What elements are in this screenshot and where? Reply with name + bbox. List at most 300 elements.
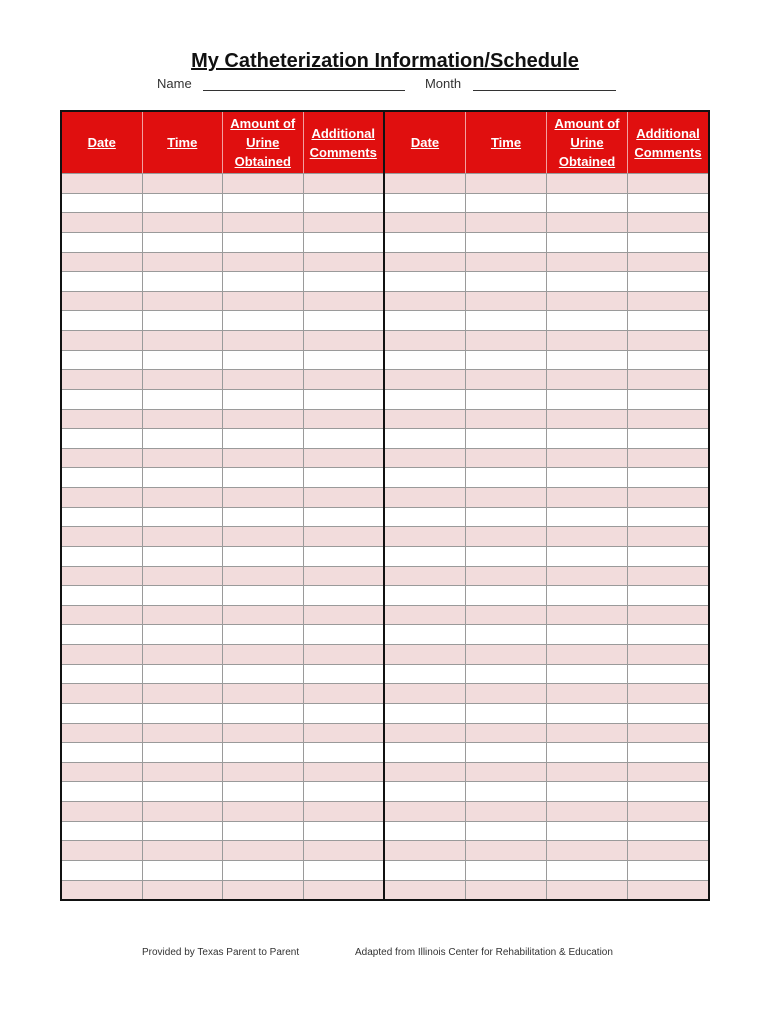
date-cell[interactable] bbox=[385, 331, 466, 350]
time-cell[interactable] bbox=[143, 881, 224, 900]
date-cell[interactable] bbox=[62, 645, 143, 664]
comments-cell[interactable] bbox=[628, 527, 708, 546]
date-cell[interactable] bbox=[385, 881, 466, 900]
time-cell[interactable] bbox=[466, 253, 547, 272]
date-cell[interactable] bbox=[62, 233, 143, 252]
date-cell[interactable] bbox=[385, 370, 466, 389]
time-cell[interactable] bbox=[143, 253, 224, 272]
time-cell[interactable] bbox=[143, 527, 224, 546]
time-cell[interactable] bbox=[466, 233, 547, 252]
amount-cell[interactable] bbox=[547, 272, 628, 291]
date-cell[interactable] bbox=[385, 351, 466, 370]
amount-cell[interactable] bbox=[547, 213, 628, 232]
date-cell[interactable] bbox=[62, 567, 143, 586]
comments-cell[interactable] bbox=[304, 508, 384, 527]
time-cell[interactable] bbox=[466, 841, 547, 860]
time-cell[interactable] bbox=[466, 625, 547, 644]
amount-cell[interactable] bbox=[547, 645, 628, 664]
time-cell[interactable] bbox=[466, 763, 547, 782]
date-cell[interactable] bbox=[385, 684, 466, 703]
date-cell[interactable] bbox=[385, 390, 466, 409]
time-cell[interactable] bbox=[466, 606, 547, 625]
date-cell[interactable] bbox=[385, 645, 466, 664]
amount-cell[interactable] bbox=[223, 508, 304, 527]
time-cell[interactable] bbox=[143, 782, 224, 801]
date-cell[interactable] bbox=[62, 861, 143, 880]
time-cell[interactable] bbox=[143, 665, 224, 684]
amount-cell[interactable] bbox=[547, 311, 628, 330]
time-cell[interactable] bbox=[143, 174, 224, 193]
amount-cell[interactable] bbox=[223, 645, 304, 664]
time-cell[interactable] bbox=[466, 881, 547, 900]
time-cell[interactable] bbox=[143, 449, 224, 468]
date-cell[interactable] bbox=[385, 410, 466, 429]
date-cell[interactable] bbox=[385, 253, 466, 272]
date-cell[interactable] bbox=[385, 841, 466, 860]
time-cell[interactable] bbox=[466, 292, 547, 311]
comments-cell[interactable] bbox=[628, 508, 708, 527]
time-cell[interactable] bbox=[466, 665, 547, 684]
time-cell[interactable] bbox=[143, 488, 224, 507]
date-cell[interactable] bbox=[385, 449, 466, 468]
amount-cell[interactable] bbox=[223, 763, 304, 782]
month-field[interactable] bbox=[473, 78, 616, 91]
date-cell[interactable] bbox=[385, 822, 466, 841]
comments-cell[interactable] bbox=[628, 606, 708, 625]
comments-cell[interactable] bbox=[628, 253, 708, 272]
time-cell[interactable] bbox=[143, 724, 224, 743]
comments-cell[interactable] bbox=[628, 822, 708, 841]
date-cell[interactable] bbox=[62, 410, 143, 429]
amount-cell[interactable] bbox=[547, 822, 628, 841]
amount-cell[interactable] bbox=[547, 429, 628, 448]
amount-cell[interactable] bbox=[547, 743, 628, 762]
comments-cell[interactable] bbox=[304, 743, 384, 762]
comments-cell[interactable] bbox=[628, 802, 708, 821]
amount-cell[interactable] bbox=[223, 782, 304, 801]
comments-cell[interactable] bbox=[628, 841, 708, 860]
comments-cell[interactable] bbox=[304, 449, 384, 468]
time-cell[interactable] bbox=[143, 292, 224, 311]
time-cell[interactable] bbox=[143, 547, 224, 566]
time-cell[interactable] bbox=[466, 704, 547, 723]
comments-cell[interactable] bbox=[628, 311, 708, 330]
date-cell[interactable] bbox=[62, 665, 143, 684]
date-cell[interactable] bbox=[385, 311, 466, 330]
date-cell[interactable] bbox=[385, 174, 466, 193]
date-cell[interactable] bbox=[62, 724, 143, 743]
comments-cell[interactable] bbox=[304, 429, 384, 448]
table-row bbox=[385, 762, 708, 782]
comments-cell[interactable] bbox=[304, 645, 384, 664]
amount-cell[interactable] bbox=[223, 586, 304, 605]
time-cell[interactable] bbox=[466, 567, 547, 586]
comments-cell[interactable] bbox=[304, 802, 384, 821]
time-cell[interactable] bbox=[143, 429, 224, 448]
time-cell[interactable] bbox=[466, 390, 547, 409]
comments-cell[interactable] bbox=[628, 743, 708, 762]
comments-cell[interactable] bbox=[628, 370, 708, 389]
date-cell[interactable] bbox=[62, 390, 143, 409]
date-cell[interactable] bbox=[385, 724, 466, 743]
date-cell[interactable] bbox=[62, 253, 143, 272]
time-cell[interactable] bbox=[143, 410, 224, 429]
time-cell[interactable] bbox=[143, 704, 224, 723]
comments-cell[interactable] bbox=[628, 724, 708, 743]
amount-cell[interactable] bbox=[223, 665, 304, 684]
comments-cell[interactable] bbox=[304, 665, 384, 684]
date-cell[interactable] bbox=[62, 606, 143, 625]
time-cell[interactable] bbox=[466, 743, 547, 762]
time-cell[interactable] bbox=[466, 508, 547, 527]
comments-cell[interactable] bbox=[304, 822, 384, 841]
comments-cell[interactable] bbox=[628, 488, 708, 507]
date-cell[interactable] bbox=[385, 527, 466, 546]
comments-cell[interactable] bbox=[304, 311, 384, 330]
date-cell[interactable] bbox=[385, 233, 466, 252]
amount-cell[interactable] bbox=[223, 567, 304, 586]
time-cell[interactable] bbox=[466, 861, 547, 880]
amount-cell[interactable] bbox=[223, 704, 304, 723]
date-cell[interactable] bbox=[385, 429, 466, 448]
comments-cell[interactable] bbox=[304, 213, 384, 232]
date-cell[interactable] bbox=[62, 802, 143, 821]
comments-cell[interactable] bbox=[304, 174, 384, 193]
amount-cell[interactable] bbox=[547, 547, 628, 566]
time-cell[interactable] bbox=[143, 331, 224, 350]
comments-cell[interactable] bbox=[628, 547, 708, 566]
comments-cell[interactable] bbox=[628, 586, 708, 605]
date-cell[interactable] bbox=[385, 508, 466, 527]
amount-cell[interactable] bbox=[223, 292, 304, 311]
date-cell[interactable] bbox=[62, 704, 143, 723]
amount-cell[interactable] bbox=[223, 390, 304, 409]
comments-cell[interactable] bbox=[628, 704, 708, 723]
amount-cell[interactable] bbox=[547, 704, 628, 723]
amount-cell[interactable] bbox=[547, 390, 628, 409]
comments-cell[interactable] bbox=[628, 174, 708, 193]
comments-cell[interactable] bbox=[628, 645, 708, 664]
time-cell[interactable] bbox=[143, 802, 224, 821]
amount-cell[interactable] bbox=[547, 567, 628, 586]
time-cell[interactable] bbox=[143, 311, 224, 330]
date-cell[interactable] bbox=[62, 213, 143, 232]
time-cell[interactable] bbox=[143, 213, 224, 232]
comments-cell[interactable] bbox=[628, 410, 708, 429]
time-cell[interactable] bbox=[143, 743, 224, 762]
amount-cell[interactable] bbox=[223, 488, 304, 507]
amount-cell[interactable] bbox=[547, 292, 628, 311]
comments-cell[interactable] bbox=[304, 841, 384, 860]
comments-cell[interactable] bbox=[628, 665, 708, 684]
comments-cell[interactable] bbox=[304, 704, 384, 723]
date-cell[interactable] bbox=[62, 488, 143, 507]
date-cell[interactable] bbox=[62, 684, 143, 703]
amount-cell[interactable] bbox=[223, 861, 304, 880]
date-cell[interactable] bbox=[62, 586, 143, 605]
amount-cell[interactable] bbox=[223, 468, 304, 487]
time-cell[interactable] bbox=[466, 410, 547, 429]
comments-cell[interactable] bbox=[628, 881, 708, 900]
amount-cell[interactable] bbox=[223, 743, 304, 762]
time-cell[interactable] bbox=[143, 625, 224, 644]
amount-cell[interactable] bbox=[547, 881, 628, 900]
date-cell[interactable] bbox=[385, 547, 466, 566]
comments-cell[interactable] bbox=[304, 253, 384, 272]
comments-cell[interactable] bbox=[628, 331, 708, 350]
comments-cell[interactable] bbox=[304, 468, 384, 487]
comments-cell[interactable] bbox=[304, 410, 384, 429]
date-cell[interactable] bbox=[62, 370, 143, 389]
comments-cell[interactable] bbox=[304, 370, 384, 389]
date-cell[interactable] bbox=[385, 488, 466, 507]
date-cell[interactable] bbox=[385, 743, 466, 762]
date-cell[interactable] bbox=[62, 763, 143, 782]
amount-cell[interactable] bbox=[223, 370, 304, 389]
amount-cell[interactable] bbox=[223, 233, 304, 252]
time-cell[interactable] bbox=[143, 586, 224, 605]
time-cell[interactable] bbox=[466, 311, 547, 330]
date-cell[interactable] bbox=[385, 567, 466, 586]
time-cell[interactable] bbox=[143, 606, 224, 625]
comments-cell[interactable] bbox=[304, 351, 384, 370]
amount-cell[interactable] bbox=[547, 841, 628, 860]
comments-cell[interactable] bbox=[304, 881, 384, 900]
amount-cell[interactable] bbox=[223, 527, 304, 546]
amount-cell[interactable] bbox=[547, 370, 628, 389]
amount-cell[interactable] bbox=[547, 861, 628, 880]
amount-cell[interactable] bbox=[547, 586, 628, 605]
comments-cell[interactable] bbox=[304, 625, 384, 644]
date-cell[interactable] bbox=[385, 468, 466, 487]
amount-cell[interactable] bbox=[223, 194, 304, 213]
name-field[interactable] bbox=[203, 78, 405, 91]
date-cell[interactable] bbox=[385, 606, 466, 625]
amount-cell[interactable] bbox=[547, 233, 628, 252]
amount-cell[interactable] bbox=[223, 822, 304, 841]
comments-cell[interactable] bbox=[628, 861, 708, 880]
amount-cell[interactable] bbox=[223, 272, 304, 291]
amount-cell[interactable] bbox=[223, 351, 304, 370]
date-cell[interactable] bbox=[385, 586, 466, 605]
amount-cell[interactable] bbox=[547, 449, 628, 468]
date-cell[interactable] bbox=[62, 841, 143, 860]
comments-cell[interactable] bbox=[304, 763, 384, 782]
time-cell[interactable] bbox=[466, 429, 547, 448]
date-cell[interactable] bbox=[385, 782, 466, 801]
comments-cell[interactable] bbox=[304, 586, 384, 605]
time-cell[interactable] bbox=[143, 684, 224, 703]
comments-cell[interactable] bbox=[304, 547, 384, 566]
date-cell[interactable] bbox=[385, 802, 466, 821]
date-cell[interactable] bbox=[385, 861, 466, 880]
comments-cell[interactable] bbox=[628, 763, 708, 782]
time-cell[interactable] bbox=[466, 645, 547, 664]
comments-cell[interactable] bbox=[304, 292, 384, 311]
comments-cell[interactable] bbox=[304, 233, 384, 252]
amount-cell[interactable] bbox=[223, 311, 304, 330]
amount-cell[interactable] bbox=[223, 841, 304, 860]
time-cell[interactable] bbox=[466, 684, 547, 703]
date-cell[interactable] bbox=[62, 449, 143, 468]
amount-cell[interactable] bbox=[547, 802, 628, 821]
comments-cell[interactable] bbox=[304, 390, 384, 409]
time-cell[interactable] bbox=[466, 370, 547, 389]
amount-cell[interactable] bbox=[223, 606, 304, 625]
amount-cell[interactable] bbox=[547, 763, 628, 782]
time-cell[interactable] bbox=[143, 841, 224, 860]
time-cell[interactable] bbox=[466, 174, 547, 193]
amount-cell[interactable] bbox=[547, 410, 628, 429]
amount-cell[interactable] bbox=[547, 724, 628, 743]
comments-cell[interactable] bbox=[304, 527, 384, 546]
date-cell[interactable] bbox=[62, 311, 143, 330]
time-cell[interactable] bbox=[466, 331, 547, 350]
amount-cell[interactable] bbox=[547, 194, 628, 213]
date-cell[interactable] bbox=[385, 763, 466, 782]
date-cell[interactable] bbox=[62, 743, 143, 762]
comments-cell[interactable] bbox=[304, 272, 384, 291]
date-cell[interactable] bbox=[385, 272, 466, 291]
time-cell[interactable] bbox=[143, 272, 224, 291]
date-cell[interactable] bbox=[62, 822, 143, 841]
date-cell[interactable] bbox=[62, 625, 143, 644]
date-cell[interactable] bbox=[62, 527, 143, 546]
amount-cell[interactable] bbox=[223, 410, 304, 429]
date-cell[interactable] bbox=[385, 292, 466, 311]
date-cell[interactable] bbox=[62, 429, 143, 448]
date-cell[interactable] bbox=[385, 213, 466, 232]
date-cell[interactable] bbox=[62, 174, 143, 193]
time-cell[interactable] bbox=[466, 468, 547, 487]
date-cell[interactable] bbox=[62, 292, 143, 311]
amount-cell[interactable] bbox=[547, 606, 628, 625]
comments-cell[interactable] bbox=[304, 331, 384, 350]
amount-cell[interactable] bbox=[547, 351, 628, 370]
amount-cell[interactable] bbox=[547, 527, 628, 546]
comments-cell[interactable] bbox=[304, 861, 384, 880]
time-cell[interactable] bbox=[143, 763, 224, 782]
time-cell[interactable] bbox=[143, 861, 224, 880]
amount-cell[interactable] bbox=[547, 625, 628, 644]
amount-cell[interactable] bbox=[547, 665, 628, 684]
amount-cell[interactable] bbox=[547, 331, 628, 350]
amount-cell[interactable] bbox=[223, 881, 304, 900]
comments-cell[interactable] bbox=[304, 684, 384, 703]
amount-cell[interactable] bbox=[223, 449, 304, 468]
time-cell[interactable] bbox=[466, 586, 547, 605]
amount-cell[interactable] bbox=[223, 429, 304, 448]
date-cell[interactable] bbox=[385, 194, 466, 213]
time-cell[interactable] bbox=[466, 272, 547, 291]
amount-cell[interactable] bbox=[547, 508, 628, 527]
amount-cell[interactable] bbox=[223, 802, 304, 821]
comments-cell[interactable] bbox=[304, 488, 384, 507]
comments-cell[interactable] bbox=[628, 351, 708, 370]
time-cell[interactable] bbox=[466, 724, 547, 743]
time-cell[interactable] bbox=[466, 213, 547, 232]
comments-cell[interactable] bbox=[304, 724, 384, 743]
date-cell[interactable] bbox=[62, 468, 143, 487]
date-cell[interactable] bbox=[385, 665, 466, 684]
amount-cell[interactable] bbox=[547, 488, 628, 507]
date-cell[interactable] bbox=[62, 272, 143, 291]
amount-cell[interactable] bbox=[223, 253, 304, 272]
date-cell[interactable] bbox=[62, 782, 143, 801]
time-cell[interactable] bbox=[466, 547, 547, 566]
comments-cell[interactable] bbox=[628, 292, 708, 311]
time-cell[interactable] bbox=[143, 468, 224, 487]
date-cell[interactable] bbox=[385, 625, 466, 644]
date-cell[interactable] bbox=[62, 331, 143, 350]
date-cell[interactable] bbox=[385, 704, 466, 723]
amount-cell[interactable] bbox=[223, 724, 304, 743]
time-cell[interactable] bbox=[143, 508, 224, 527]
time-cell[interactable] bbox=[466, 351, 547, 370]
comments-cell[interactable] bbox=[628, 429, 708, 448]
amount-cell[interactable] bbox=[547, 174, 628, 193]
amount-cell[interactable] bbox=[223, 547, 304, 566]
amount-cell[interactable] bbox=[223, 684, 304, 703]
amount-cell[interactable] bbox=[223, 174, 304, 193]
time-cell[interactable] bbox=[143, 645, 224, 664]
comments-cell[interactable] bbox=[628, 684, 708, 703]
time-cell[interactable] bbox=[466, 194, 547, 213]
date-cell[interactable] bbox=[62, 881, 143, 900]
comments-cell[interactable] bbox=[628, 213, 708, 232]
amount-cell[interactable] bbox=[223, 625, 304, 644]
time-cell[interactable] bbox=[466, 802, 547, 821]
comments-cell[interactable] bbox=[628, 194, 708, 213]
amount-cell[interactable] bbox=[223, 331, 304, 350]
time-cell[interactable] bbox=[143, 567, 224, 586]
amount-cell[interactable] bbox=[547, 782, 628, 801]
date-cell[interactable] bbox=[62, 194, 143, 213]
amount-cell[interactable] bbox=[547, 684, 628, 703]
comments-cell[interactable] bbox=[628, 233, 708, 252]
comments-cell[interactable] bbox=[628, 782, 708, 801]
comments-cell[interactable] bbox=[304, 567, 384, 586]
time-cell[interactable] bbox=[466, 449, 547, 468]
amount-cell[interactable] bbox=[547, 253, 628, 272]
time-cell[interactable] bbox=[143, 233, 224, 252]
comments-cell[interactable] bbox=[628, 625, 708, 644]
date-cell[interactable] bbox=[62, 508, 143, 527]
comments-cell[interactable] bbox=[628, 390, 708, 409]
date-cell[interactable] bbox=[62, 547, 143, 566]
comments-cell[interactable] bbox=[628, 449, 708, 468]
time-cell[interactable] bbox=[466, 488, 547, 507]
time-cell[interactable] bbox=[143, 351, 224, 370]
table-row bbox=[385, 703, 708, 723]
comments-cell[interactable] bbox=[628, 468, 708, 487]
time-cell[interactable] bbox=[143, 194, 224, 213]
time-cell[interactable] bbox=[143, 370, 224, 389]
comments-cell[interactable] bbox=[304, 782, 384, 801]
time-cell[interactable] bbox=[466, 782, 547, 801]
time-cell[interactable] bbox=[143, 822, 224, 841]
comments-cell[interactable] bbox=[628, 567, 708, 586]
time-cell[interactable] bbox=[466, 822, 547, 841]
time-cell[interactable] bbox=[466, 527, 547, 546]
amount-cell[interactable] bbox=[547, 468, 628, 487]
amount-cell[interactable] bbox=[223, 213, 304, 232]
comments-cell[interactable] bbox=[304, 194, 384, 213]
comments-cell[interactable] bbox=[304, 606, 384, 625]
date-cell[interactable] bbox=[62, 351, 143, 370]
time-cell[interactable] bbox=[143, 390, 224, 409]
comments-cell[interactable] bbox=[628, 272, 708, 291]
